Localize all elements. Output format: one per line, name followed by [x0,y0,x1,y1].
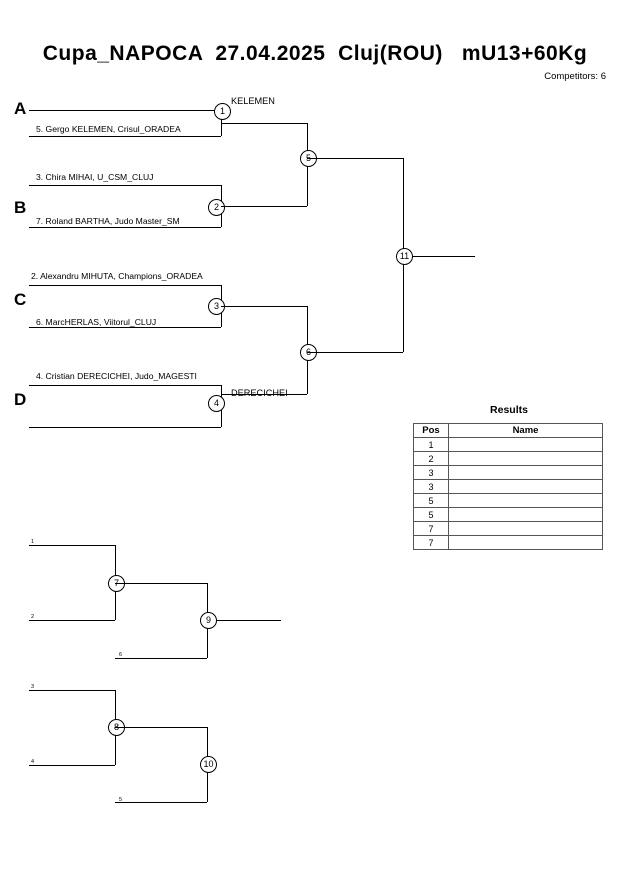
bracket-line [221,123,307,124]
match-node-7[interactable]: 7 [108,575,125,592]
bracket-line [221,394,307,395]
result-pos: 2 [414,452,449,466]
result-pos: 3 [414,466,449,480]
column-header-name: Name [449,424,603,438]
bracket-line [29,427,221,428]
repechage-feeder-label: 5 [119,797,123,803]
page-title: Cupa_NAPOCA 27.04.2025 Cluj(ROU) mU13+60Kg [42,42,588,65]
bracket-line [115,583,207,584]
competitor-entry: 4. Cristian DERECICHEI, Judo_MAGESTI [36,371,197,381]
results-panel [413,404,605,550]
block-label-b: B [14,198,27,217]
competitor-entry: 7. Roland BARTHA, Judo Master_SM [36,216,180,226]
repechage-feeder-label: 6 [119,652,123,658]
bracket-line [115,727,207,728]
match-4-winner: DERECICHEI [231,388,288,398]
competitor-entry: 2. Alexandru MIHUTA, Champions_ORADEA [31,271,203,281]
bracket-line [29,690,115,691]
result-pos: 1 [414,438,449,452]
competitor-entry: 6. MarcHERLAS, Viitorul_CLUJ [36,317,157,327]
result-name[interactable] [449,466,603,480]
result-name[interactable] [449,522,603,536]
table-row [414,508,603,522]
table-row [414,466,603,480]
bracket-line [207,620,281,621]
result-name[interactable] [449,536,603,550]
table-header-row [414,424,603,438]
bracket-line [29,185,221,186]
bracket-line [29,227,221,228]
match-node-6[interactable]: 6 [300,344,317,361]
column-header-pos: Pos [414,424,449,438]
repechage-feeder-label: 2 [31,614,35,620]
competitor-entry: 3. Chira MIHAI, U_CSM_CLUJ [36,172,154,182]
bracket-line [307,158,403,159]
match-node-4[interactable]: 4 [208,395,225,412]
match-node-2[interactable]: 2 [208,199,225,216]
repechage-feeder-label: 3 [31,684,35,690]
bracket-line [221,206,307,207]
bracket-line [29,620,115,621]
bracket-line [403,256,475,257]
bracket-line [29,765,115,766]
result-name[interactable] [449,494,603,508]
match-node-10[interactable]: 10 [200,756,217,773]
table-row [414,494,603,508]
bracket-line [29,136,221,137]
table-row [414,536,603,550]
result-name[interactable] [449,452,603,466]
block-label-a: A [14,99,27,118]
result-name[interactable] [449,438,603,452]
competitors-count: Competitors: 6 [544,71,606,82]
match-node-9[interactable]: 9 [200,612,217,629]
match-node-5[interactable]: 5 [300,150,317,167]
match-node-11[interactable]: 11 [396,248,413,265]
match-node-3[interactable]: 3 [208,298,225,315]
result-pos: 5 [414,508,449,522]
result-name[interactable] [449,480,603,494]
bracket-line [115,658,207,659]
table-row [414,438,603,452]
result-pos: 7 [414,536,449,550]
table-row [414,522,603,536]
repechage-feeder-label: 1 [31,539,35,545]
match-node-1[interactable]: 1 [214,103,231,120]
results-table [413,423,603,550]
competitor-entry: 5. Gergo KELEMEN, Crisul_ORADEA [36,124,181,134]
bracket-line [29,327,221,328]
table-row [414,480,603,494]
result-pos: 5 [414,494,449,508]
bracket-line [29,110,221,111]
block-label-c: C [14,290,27,309]
results-title: Results [490,404,528,416]
bracket-line [29,545,115,546]
bracket-line [29,385,221,386]
bracket-line [115,802,207,803]
result-name[interactable] [449,508,603,522]
result-pos: 3 [414,480,449,494]
result-pos: 7 [414,522,449,536]
bracket-line [29,285,221,286]
match-node-8[interactable]: 8 [108,719,125,736]
bracket-line [307,352,403,353]
table-row [414,452,603,466]
block-label-d: D [14,390,27,409]
repechage-feeder-label: 4 [31,759,35,765]
bracket-line [221,306,307,307]
match-1-winner: KELEMEN [231,96,275,106]
